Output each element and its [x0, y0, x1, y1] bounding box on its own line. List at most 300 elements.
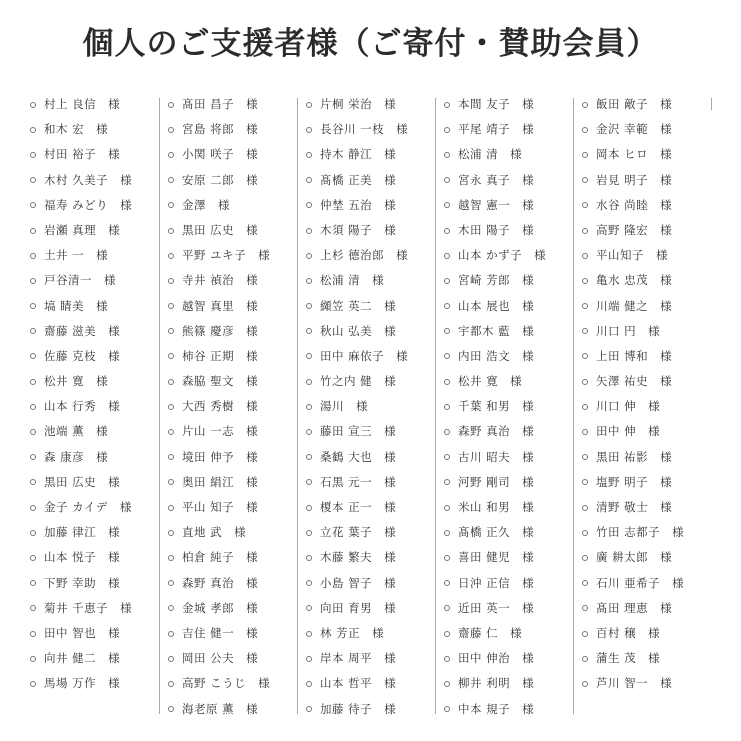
- supporter-name: 平山知子: [596, 248, 644, 263]
- supporter-item: [168, 294, 304, 319]
- honorific-suffix: 様: [246, 600, 258, 615]
- honorific-suffix: 様: [660, 600, 672, 615]
- supporter-name: 金城 孝郎: [182, 600, 235, 615]
- honorific-suffix: 様: [234, 525, 246, 540]
- supporter-item: [30, 470, 166, 495]
- supporter-item: [168, 445, 304, 470]
- supporter-name: 松井 寛: [44, 374, 85, 389]
- bullet-icon: [306, 555, 312, 561]
- supporter-item: [30, 294, 166, 319]
- bullet-icon: [168, 404, 174, 410]
- supporter-item: [444, 470, 580, 495]
- supporter-item: [582, 344, 718, 369]
- supporter-item: [168, 142, 304, 167]
- supporter-item: [582, 671, 718, 696]
- honorific-suffix: 様: [522, 399, 534, 414]
- supporter-item: [444, 495, 580, 520]
- honorific-suffix: 様: [108, 474, 120, 489]
- supporter-item: [30, 142, 166, 167]
- bullet-icon: [444, 202, 450, 208]
- supporter-name: 山本 哲平: [320, 676, 373, 691]
- bullet-icon: [168, 681, 174, 687]
- supporter-name: 越智 真里: [182, 298, 235, 313]
- supporter-item: [582, 142, 718, 167]
- honorific-suffix: 様: [108, 550, 120, 565]
- bullet-icon: [306, 605, 312, 611]
- honorific-suffix: 様: [522, 651, 534, 666]
- bullet-icon: [306, 152, 312, 158]
- honorific-suffix: 様: [522, 197, 534, 212]
- supporter-name: 松浦 清: [320, 273, 361, 288]
- bullet-icon: [168, 253, 174, 259]
- bullet-icon: [444, 656, 450, 662]
- bullet-icon: [168, 656, 174, 662]
- supporter-item: [444, 92, 580, 117]
- supporter-name: 佐藤 克枝: [44, 348, 97, 363]
- supporter-name: 山本 行秀: [44, 399, 97, 414]
- honorific-suffix: 様: [396, 348, 408, 363]
- honorific-suffix: 様: [660, 298, 672, 313]
- bullet-icon: [582, 202, 588, 208]
- supporter-item: [30, 646, 166, 671]
- bullet-icon: [306, 404, 312, 410]
- supporter-name: 田中 麻依子: [320, 348, 385, 363]
- honorific-suffix: 様: [384, 474, 396, 489]
- supporter-name: 矢澤 祐史: [596, 374, 649, 389]
- supporter-name: 上田 博和: [596, 348, 649, 363]
- bullet-icon: [168, 706, 174, 712]
- supporter-name: 岩瀬 真理: [44, 222, 97, 237]
- bullet-icon: [168, 505, 174, 511]
- supporter-item: [306, 520, 442, 545]
- supporter-item: [444, 671, 580, 696]
- supporter-name: 髙田 昌子: [182, 97, 235, 111]
- honorific-suffix: 様: [96, 122, 108, 137]
- bullet-icon: [306, 278, 312, 284]
- supporter-name: 直地 武: [182, 525, 223, 540]
- bullet-icon: [306, 656, 312, 662]
- supporter-item: [582, 218, 718, 243]
- supporter-item: [582, 646, 718, 671]
- honorific-suffix: 様: [648, 399, 660, 414]
- bullet-icon: [444, 253, 450, 259]
- supporter-name: 木村 久美子: [44, 172, 109, 187]
- bullet-icon: [168, 631, 174, 637]
- supporter-name: 石川 亜希子: [596, 575, 661, 590]
- bullet-icon: [30, 253, 36, 259]
- honorific-suffix: 様: [384, 323, 396, 338]
- honorific-suffix: 様: [660, 374, 672, 389]
- supporter-name: 髙橋 正美: [320, 172, 373, 187]
- supporter-name: 吉住 健一: [182, 625, 235, 640]
- honorific-suffix: 様: [660, 172, 672, 187]
- supporter-name: 大西 秀樹: [182, 399, 235, 414]
- honorific-suffix: 様: [384, 550, 396, 565]
- supporter-item: [30, 495, 166, 520]
- supporter-name: 藤田 宣三: [320, 424, 373, 439]
- supporter-item: [168, 168, 304, 193]
- supporter-item: [30, 671, 166, 696]
- bullet-icon: [444, 353, 450, 359]
- supporter-name: 寺井 禎治: [182, 273, 235, 288]
- bullet-icon: [168, 152, 174, 158]
- supporter-name: 山本 かず子: [458, 248, 523, 263]
- honorific-suffix: 様: [120, 600, 132, 615]
- supporter-name: 持木 静江: [320, 147, 373, 162]
- supporter-item: [168, 218, 304, 243]
- bullet-icon: [168, 303, 174, 309]
- honorific-suffix: 様: [96, 374, 108, 389]
- supporter-item: [30, 520, 166, 545]
- bullet-icon: [444, 404, 450, 410]
- supporter-column: [442, 92, 580, 722]
- supporter-item: [306, 545, 442, 570]
- supporter-item: [444, 142, 580, 167]
- bullet-icon: [30, 228, 36, 234]
- supporter-column: [304, 92, 442, 722]
- bullet-icon: [30, 102, 36, 108]
- supporter-item: [30, 168, 166, 193]
- supporter-item: [582, 369, 718, 394]
- supporter-name: 竹之内 健: [320, 374, 373, 389]
- honorific-suffix: 様: [648, 323, 660, 338]
- supporter-item: [582, 445, 718, 470]
- bullet-icon: [30, 681, 36, 687]
- supporter-item: [582, 92, 718, 117]
- honorific-suffix: 様: [384, 701, 396, 716]
- bullet-icon: [582, 152, 588, 158]
- supporter-item: [582, 117, 718, 142]
- bullet-icon: [30, 631, 36, 637]
- bullet-icon: [582, 379, 588, 385]
- honorific-suffix: 様: [372, 273, 384, 288]
- column-divider: [573, 98, 574, 714]
- supporter-name: 湯川: [320, 399, 344, 414]
- supporter-list: [442, 92, 580, 722]
- supporter-name: 小島 智子: [320, 575, 373, 590]
- honorific-suffix: 様: [119, 500, 132, 514]
- honorific-suffix: 様: [384, 676, 396, 691]
- supporter-name: 芦川 智一: [596, 676, 649, 691]
- honorific-suffix: 様: [246, 122, 258, 137]
- honorific-suffix: 様: [522, 474, 534, 489]
- supporter-name: 日沖 正信: [458, 575, 511, 590]
- supporter-name: 木藤 繁夫: [320, 550, 373, 565]
- honorific-suffix: 様: [660, 449, 672, 464]
- bullet-icon: [30, 278, 36, 284]
- bullet-icon: [168, 177, 174, 183]
- bullet-icon: [582, 429, 588, 435]
- supporter-item: [168, 671, 304, 696]
- honorific-suffix: 様: [522, 97, 534, 111]
- honorific-suffix: 様: [108, 651, 120, 666]
- supporter-name: 岡本 ヒロ: [596, 147, 649, 162]
- supporter-column: [166, 92, 304, 722]
- supporter-item: [444, 218, 580, 243]
- supporter-item: [306, 394, 442, 419]
- supporter-item: [168, 117, 304, 142]
- bullet-icon: [30, 656, 36, 662]
- bullet-icon: [306, 580, 312, 586]
- bullet-icon: [444, 379, 450, 385]
- supporter-item: [306, 621, 442, 646]
- honorific-suffix: 様: [648, 424, 660, 439]
- supporter-item: [306, 697, 442, 722]
- honorific-suffix: 様: [396, 122, 408, 137]
- bullet-icon: [444, 228, 450, 234]
- honorific-suffix: 様: [246, 449, 258, 464]
- supporter-name: 岩見 明子: [596, 172, 649, 187]
- supporter-name: 中本 規子: [458, 701, 511, 716]
- honorific-suffix: 様: [522, 273, 534, 288]
- supporter-item: [444, 646, 580, 671]
- bullet-icon: [168, 555, 174, 561]
- supporter-name: 榎本 正一: [320, 500, 373, 514]
- bullet-icon: [30, 202, 36, 208]
- bullet-icon: [30, 177, 36, 183]
- bullet-icon: [168, 379, 174, 385]
- honorific-suffix: 様: [522, 701, 534, 716]
- supporter-name: 森野 真治: [458, 424, 511, 439]
- supporter-name: 宮島 将郎: [182, 122, 235, 137]
- supporter-name: 金沢 幸範: [596, 122, 649, 137]
- honorific-suffix: 様: [96, 424, 108, 439]
- supporter-name: 長谷川 一枝: [320, 122, 385, 137]
- honorific-suffix: 様: [246, 323, 258, 338]
- honorific-suffix: 様: [522, 348, 534, 363]
- supporter-name: 金澤: [182, 197, 206, 212]
- honorific-suffix: 様: [108, 97, 120, 111]
- supporter-name: 秋山 弘美: [320, 323, 373, 338]
- supporter-item: [444, 243, 580, 268]
- honorific-suffix: 様: [522, 298, 534, 313]
- supporter-item: [444, 419, 580, 444]
- honorific-suffix: 様: [246, 625, 258, 640]
- bullet-icon: [306, 177, 312, 183]
- supporter-name: 内田 浩文: [458, 348, 511, 363]
- supporter-item: [306, 419, 442, 444]
- bullet-icon: [168, 454, 174, 460]
- supporter-item: [444, 117, 580, 142]
- supporter-name: 塩野 明子: [596, 474, 649, 489]
- supporter-name: 田中 伸: [596, 424, 637, 439]
- supporter-item: [306, 344, 442, 369]
- honorific-suffix: 様: [218, 197, 230, 212]
- supporter-item: [30, 319, 166, 344]
- bullet-icon: [30, 127, 36, 133]
- bullet-icon: [30, 479, 36, 485]
- supporter-item: [444, 319, 580, 344]
- honorific-suffix: 様: [258, 248, 270, 263]
- supporter-item: [30, 596, 166, 621]
- supporter-item: [306, 571, 442, 596]
- supporter-item: [30, 369, 166, 394]
- supporter-item: [30, 571, 166, 596]
- supporter-name: 仲埜 五治: [320, 197, 373, 212]
- bullet-icon: [168, 353, 174, 359]
- honorific-suffix: 様: [510, 374, 522, 389]
- supporter-item: [168, 344, 304, 369]
- bullet-icon: [306, 379, 312, 385]
- supporter-item: [30, 419, 166, 444]
- supporter-item: [168, 394, 304, 419]
- bullet-icon: [582, 681, 588, 687]
- supporter-item: [306, 445, 442, 470]
- supporter-item: [168, 369, 304, 394]
- bullet-icon: [582, 353, 588, 359]
- honorific-suffix: 様: [384, 298, 396, 313]
- honorific-suffix: 様: [660, 676, 672, 691]
- honorific-suffix: 様: [384, 449, 396, 464]
- supporter-item: [306, 319, 442, 344]
- bullet-icon: [444, 328, 450, 334]
- supporter-item: [444, 369, 580, 394]
- bullet-icon: [582, 303, 588, 309]
- supporter-name: 黒田 広史: [44, 474, 97, 489]
- bullet-icon: [30, 580, 36, 586]
- honorific-suffix: 様: [120, 197, 132, 212]
- supporter-item: [582, 394, 718, 419]
- supporter-name: 山本 展也: [458, 298, 511, 313]
- supporter-name: 村上 良信: [44, 97, 97, 111]
- honorific-suffix: 様: [522, 122, 534, 137]
- bullet-icon: [306, 102, 312, 108]
- bullet-icon: [582, 479, 588, 485]
- honorific-suffix: 様: [108, 575, 120, 590]
- bullet-icon: [30, 555, 36, 561]
- page-title: 個人のご支援者様（ご寄付・賛助会員）: [82, 26, 659, 62]
- bullet-icon: [306, 353, 312, 359]
- supporter-item: [582, 319, 718, 344]
- supporter-item: [30, 218, 166, 243]
- honorific-suffix: 様: [522, 172, 534, 187]
- supporter-item: [582, 294, 718, 319]
- bullet-icon: [582, 253, 588, 259]
- bullet-icon: [306, 454, 312, 460]
- supporter-name: 平山 知子: [182, 500, 235, 514]
- honorific-suffix: 様: [660, 222, 672, 237]
- bullet-icon: [306, 202, 312, 208]
- supporter-column: [580, 92, 718, 722]
- honorific-suffix: 様: [356, 399, 368, 414]
- honorific-suffix: 様: [246, 172, 258, 187]
- supporter-item: [30, 193, 166, 218]
- bullet-icon: [444, 681, 450, 687]
- bullet-icon: [306, 706, 312, 712]
- supporter-item: [306, 218, 442, 243]
- supporter-item: [168, 470, 304, 495]
- honorific-suffix: 様: [246, 701, 258, 716]
- supporter-name: 髙田 理恵: [596, 600, 649, 615]
- bullet-icon: [306, 681, 312, 687]
- honorific-suffix: 様: [522, 550, 534, 565]
- honorific-suffix: 様: [246, 374, 258, 389]
- supporter-name: 安原 二郎: [182, 172, 235, 187]
- honorific-suffix: 様: [246, 348, 258, 363]
- supporter-name: 平野 ユキ子: [182, 248, 247, 263]
- honorific-suffix: 様: [108, 222, 120, 237]
- honorific-suffix: 様: [372, 625, 384, 640]
- bullet-icon: [444, 479, 450, 485]
- bullet-icon: [582, 404, 588, 410]
- supporter-name: 高野 こうじ: [182, 676, 247, 691]
- honorific-suffix: 様: [384, 600, 396, 615]
- supporter-name: 河野 剛司: [458, 474, 511, 489]
- supporter-list: [304, 92, 442, 722]
- bullet-icon: [444, 152, 450, 158]
- supporter-item: [444, 697, 580, 722]
- supporter-name: 米山 和男: [458, 500, 511, 514]
- supporter-item: [582, 545, 718, 570]
- honorific-suffix: 様: [384, 374, 396, 389]
- honorific-suffix: 様: [510, 625, 522, 640]
- column-divider: [435, 98, 436, 714]
- honorific-suffix: 様: [384, 172, 396, 187]
- supporter-item: [30, 344, 166, 369]
- supporter-list: [580, 92, 718, 697]
- supporter-item: [30, 92, 166, 117]
- bullet-icon: [444, 127, 450, 133]
- supporter-item: [444, 621, 580, 646]
- honorific-suffix: 様: [672, 575, 684, 590]
- honorific-suffix: 様: [660, 147, 672, 162]
- supporter-name: 黒田 広史: [182, 222, 235, 237]
- supporter-item: [168, 545, 304, 570]
- bullet-icon: [168, 228, 174, 234]
- honorific-suffix: 様: [246, 273, 258, 288]
- honorific-suffix: 様: [656, 248, 668, 263]
- supporter-name: 喜田 健児: [458, 550, 511, 565]
- honorific-suffix: 様: [246, 575, 258, 590]
- bullet-icon: [444, 177, 450, 183]
- supporter-name: 百村 穣: [596, 625, 637, 640]
- bullet-icon: [30, 379, 36, 385]
- bullet-icon: [30, 404, 36, 410]
- supporter-name: 上杉 德治郎: [320, 248, 385, 263]
- supporter-item: [582, 621, 718, 646]
- supporter-name: 向田 育男: [320, 600, 373, 615]
- supporter-name: 熊篠 慶彦: [182, 323, 235, 338]
- supporter-name: 土井 一: [44, 248, 85, 263]
- bullet-icon: [30, 429, 36, 435]
- bullet-icon: [444, 505, 450, 511]
- honorific-suffix: 様: [120, 172, 132, 187]
- supporter-item: [582, 193, 718, 218]
- honorific-suffix: 様: [108, 348, 120, 363]
- supporter-item: [168, 571, 304, 596]
- supporter-name: 田中 伸治: [458, 651, 511, 666]
- supporter-item: [30, 394, 166, 419]
- supporter-item: [582, 419, 718, 444]
- supporter-name: 竹田 志都子: [596, 525, 661, 540]
- supporter-name: 高野 隆宏: [596, 222, 649, 237]
- honorific-suffix: 様: [660, 122, 672, 137]
- bullet-icon: [444, 530, 450, 536]
- supporter-item: [582, 495, 718, 520]
- supporter-name: 森脇 聖文: [182, 374, 235, 389]
- honorific-suffix: 様: [384, 97, 396, 111]
- honorific-suffix: 様: [246, 298, 258, 313]
- bullet-icon: [582, 278, 588, 284]
- bullet-icon: [582, 530, 588, 536]
- bullet-icon: [168, 580, 174, 586]
- honorific-suffix: 様: [522, 600, 534, 615]
- supporter-name: 纐笠 英二: [320, 298, 373, 313]
- honorific-suffix: 様: [660, 97, 672, 111]
- supporter-name: 清野 敬士: [596, 500, 649, 514]
- supporter-name: 松井 寛: [458, 374, 499, 389]
- bullet-icon: [444, 605, 450, 611]
